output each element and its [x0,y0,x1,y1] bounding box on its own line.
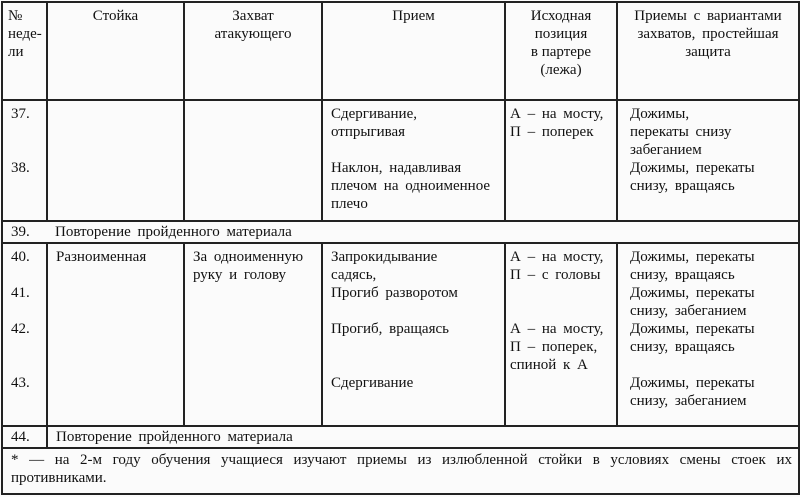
repeat-text: Повторение пройденного материала [55,224,292,240]
technique-cell [322,243,505,426]
week-cell [2,100,47,221]
header-technique: Прием [322,2,505,100]
repeat-cell [47,426,799,448]
week-cell [2,243,47,426]
grip-cell: За одноименную руку и голову [184,243,322,426]
training-plan-table [1,1,800,495]
variant-entry: Дожимы, перекаты снизу, вращаясь [630,160,755,194]
variant-entry: Дожимы, перекаты снизу, вращаясь [630,321,755,355]
table-footnote-row [2,448,799,494]
footnote-cell [2,448,799,494]
header-grip: Захват атакующего [184,2,322,100]
header-variants: Приемы с вариантами захватов, простейшая защита [617,2,799,100]
week-number: 41. [11,285,30,301]
technique-entry: Наклон, надавливая плечом на одноименное плечо [331,160,491,212]
week-number: 37. [11,106,30,122]
technique-entry: Сдергивание, отпрыгивая [331,106,417,140]
start-position-entry: А – на мосту, П – поперек, спиной к А [510,321,604,373]
technique-entry: Прогиб разворотом [331,285,458,301]
technique-entry: Запрокидывание садясь, [331,249,438,283]
stance-cell [47,100,184,221]
header-stance: Стойка [47,2,184,100]
week-number: 39. [11,224,30,240]
stance-cell: Разноименная [47,243,184,426]
week-number: 43. [11,375,30,391]
variant-entry: Дожимы, перекаты снизу забеганием [630,106,732,158]
variants-cell [617,243,799,426]
start-position-cell: А – на мосту, П – поперек [505,100,617,221]
technique-entry: Прогиб, вращаясь [331,321,449,337]
repeat-text: Повторение пройденного материала [56,429,293,445]
header-start-position: Исходная позиция в партере (лежа) [505,2,617,100]
grip-cell [184,100,322,221]
week-number: 42. [11,321,30,337]
variants-cell [617,100,799,221]
table-header-row [2,2,799,100]
start-position-entry: А – на мосту, П – с головы [510,249,604,283]
week-number: 40. [11,249,30,265]
table-row-repeat [2,426,799,448]
footnote-text: * — на 2-м году обучения учащиеся изучают приемы из излюбленной стойки в условиях смены стоек их противниками. [11,452,792,486]
repeat-cell [2,221,799,243]
technique-entry: Сдергивание [331,375,414,391]
variant-entry: Дожимы, перекаты снизу, вращаясь [630,249,755,283]
week-cell: 44. [2,426,47,448]
table-row [2,100,799,221]
technique-cell [322,100,505,221]
week-number: 38. [11,160,30,176]
header-week: № неде- ли [2,2,47,100]
variant-entry: Дожимы, перекаты снизу, забеганием [630,285,755,319]
table-row [2,243,799,426]
table-row-repeat [2,221,799,243]
variant-entry: Дожимы, перекаты снизу, забеганием [630,375,755,409]
start-position-cell [505,243,617,426]
